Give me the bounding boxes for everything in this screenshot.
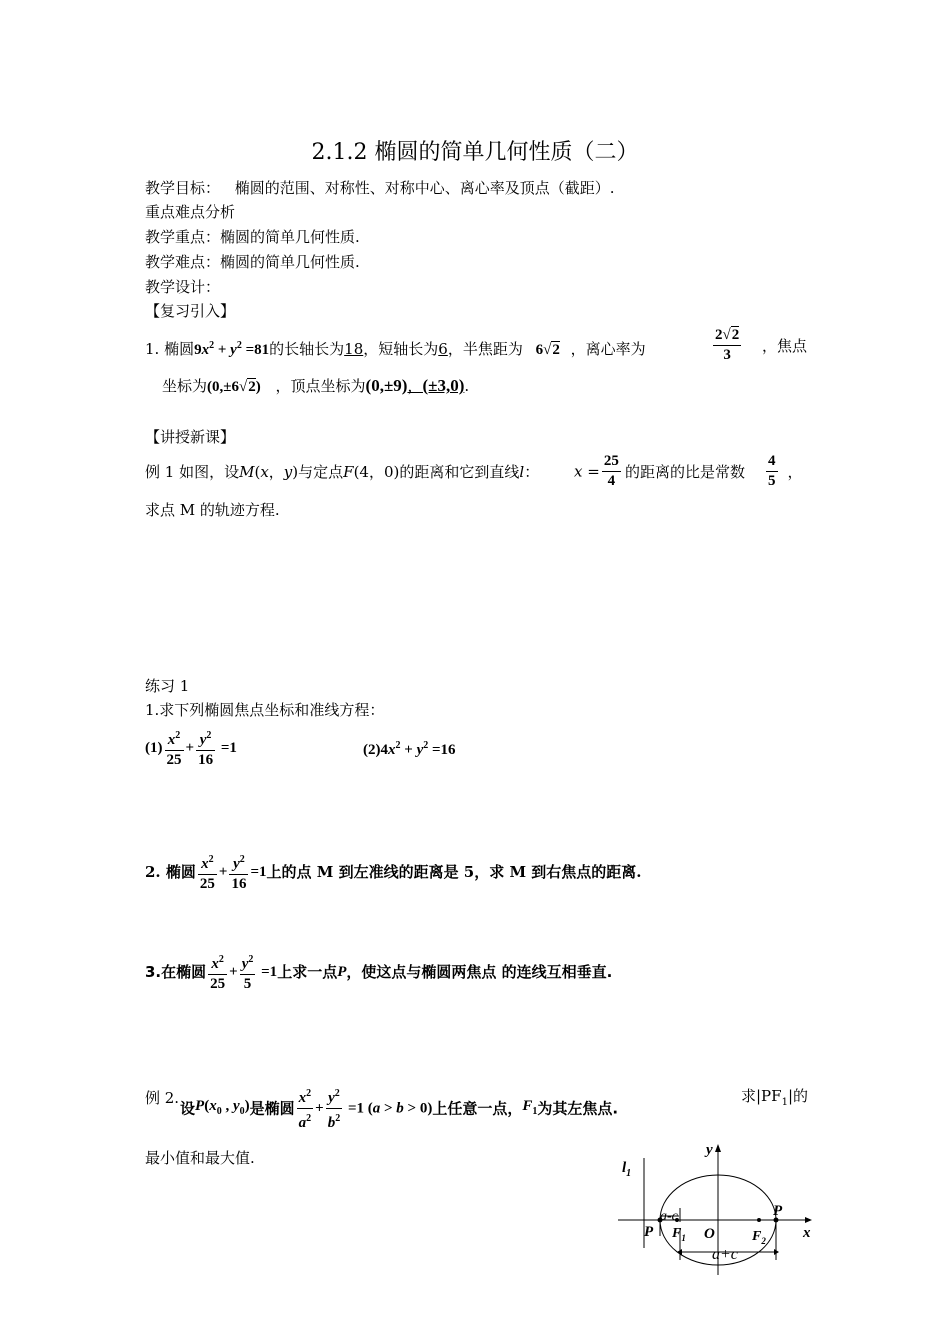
q1-vertex-1: (0,±9) — [365, 376, 408, 395]
q1-major-value: 18 — [344, 340, 364, 358]
a-plus-c-label: a+c — [712, 1246, 738, 1263]
q1-text-coords: 坐标为 — [162, 377, 208, 395]
q1-focal-value: 6√2 — [535, 342, 560, 358]
review-header: 【复习引入】 — [145, 302, 236, 320]
objectives-label: 教学目标： — [145, 179, 221, 197]
ex1-text-b: 与定点 — [298, 463, 344, 481]
design-label: 教学设计： — [145, 278, 221, 296]
q1-text-ecc: ，离心率为 — [570, 340, 646, 358]
key-analysis: 重点难点分析 — [145, 203, 236, 221]
page-title: 2.1.2 椭圆的简单几何性质（二） — [311, 140, 639, 165]
x-axis-arrow — [805, 1217, 812, 1223]
p-right-label: P — [773, 1203, 783, 1219]
ex1-point-m: M — [239, 463, 255, 481]
x-label: x — [803, 1225, 811, 1241]
objectives-text: 椭圆的范围、对称性、对称中心、离心率及顶点（截距）. — [234, 179, 615, 197]
y-label: y — [706, 1142, 713, 1158]
focus-f2 — [757, 1218, 761, 1222]
ex2-find: 求$|PF_1|$的 — [741, 1087, 808, 1108]
practice-q2: 2. 椭圆 $\frac{x^2}{25}$ + $\frac{y^2}{16}$ =1上的点 M 到左准线的距离是 5，求 M 到右焦点的距离. — [145, 850, 642, 894]
y-axis-arrow — [715, 1144, 721, 1152]
example-1-line-2: 求点 M 的轨迹方程. — [145, 501, 280, 519]
practice-label: 练习 1 — [145, 677, 190, 695]
new-lesson-header: 【讲授新课】 — [145, 428, 236, 446]
q1-focus-coords: (0,±6√2) — [207, 379, 261, 395]
f1-label: $F_1$ — [672, 1226, 686, 1243]
f2-label: $F_2$ — [752, 1229, 766, 1246]
q1-text-major: 的长轴长为 — [269, 340, 345, 358]
example-2-line-1: 设$P(x_0$ , $y_0$)是椭圆 $\frac{x^2}{a^2}$ + $\frac{y^2}{b^2}$ =1 (a > b > 0)上任意一点，$F_1$为其左焦点. — [180, 1084, 618, 1133]
ellipse-figure — [600, 1130, 830, 1280]
practice-q1-a: (1) $\frac{x^2}{25}$ + $\frac{y^2}{16}$ =1 — [145, 726, 237, 770]
q1-equation: $9x^2 + y^2 =81$ — [194, 340, 270, 358]
ex1-point-f: F — [343, 463, 354, 481]
a-minus-c-label: a-c — [660, 1209, 678, 1224]
q1-prefix: 1. 椭圆 — [145, 340, 195, 358]
q1-text-vertex: ，顶点坐标为 — [275, 377, 366, 395]
practice-q1-b: $(2)4x^2 + y^2 =16$ — [363, 740, 456, 758]
ex1-text-c: 的距离和它到直线 — [399, 463, 520, 481]
example-1-line-1: 例 1 如图，设M(x，y)与定点F(4，0)的距离和它到直线l： — [145, 463, 540, 481]
practice-q3: 3.在椭圆 $\frac{x^2}{25}$ + $\frac{y^2}{5}$ =1上求一点P，使这点与椭圆两焦点 的连线互相垂直. — [145, 950, 612, 994]
review-question-1 — [145, 336, 646, 360]
q1-text-focal: ，半焦距为 — [447, 340, 523, 358]
p-left-label: P — [644, 1224, 654, 1240]
q1-comma: ， — [407, 377, 423, 395]
objectives-line — [145, 178, 615, 198]
ex1-directrix: x = $\frac{25}{4}$ — [574, 453, 619, 489]
example-2-line-2: 最小值和最大值. — [145, 1149, 255, 1167]
key-point: 教学重点：椭圆的简单几何性质. — [145, 228, 360, 246]
q1-eccentricity: $\frac{2√2}{3}$ — [715, 327, 740, 363]
q1-end: . — [464, 377, 470, 395]
q1-text-focus: ，焦点 — [762, 337, 808, 355]
q1-vertex-2: (±3,0) — [422, 376, 465, 395]
origin-label: O — [704, 1226, 715, 1242]
ex1-text-d: 的距离的比是常数 — [625, 463, 746, 481]
l1-label: $l_1$ — [622, 1160, 632, 1179]
q1-text-minor: ，短轴长为 — [363, 340, 439, 358]
ex1-ratio: $\frac{4}{5}$ ， — [768, 453, 803, 489]
ex2-label: 例 2. — [145, 1089, 180, 1107]
q1-line-2 — [162, 376, 469, 397]
q1-minor-value: 6 — [438, 340, 448, 358]
ex1-text-a: 例 1 如图，设 — [145, 463, 240, 481]
difficult-point: 教学难点：椭圆的简单几何性质. — [145, 253, 360, 271]
practice-q1: 1.求下列椭圆焦点坐标和准线方程： — [145, 701, 385, 719]
